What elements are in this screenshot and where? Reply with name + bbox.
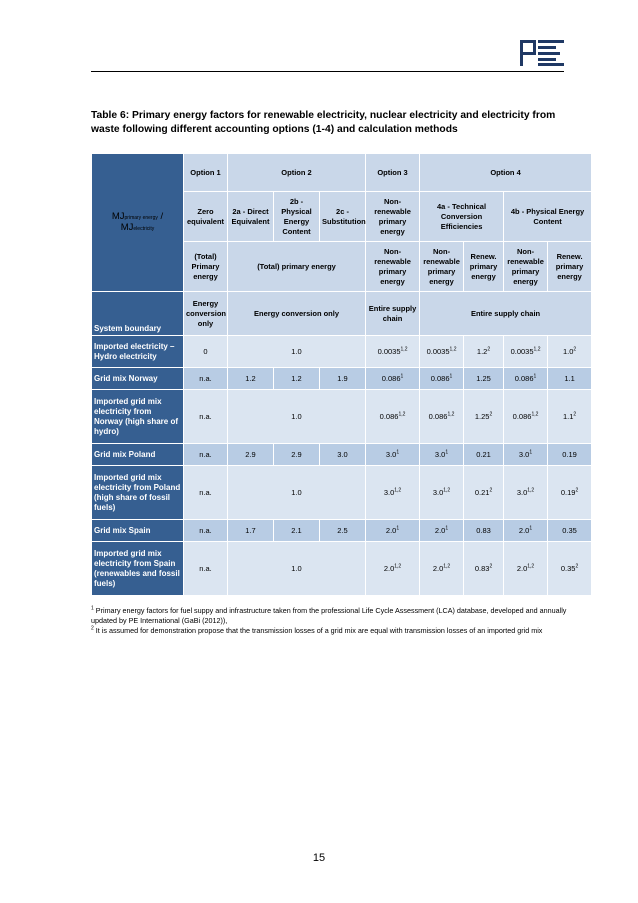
energy-factors-table <box>91 153 592 596</box>
value-cell: 2.0$^{1,2}$ <box>420 542 464 596</box>
value-cell: 0.83$^2$ <box>464 542 504 596</box>
footnote-2: $^2$ It is assumed for demonstration propose that the transmission losses of a grid mix are equal with transmission losses of an imported grid mix <box>91 625 543 635</box>
value-cell: 0.19$^2$ <box>548 466 592 520</box>
value-cell: 0.086$^{1,2}$ <box>504 390 548 444</box>
value-cell: 1.0 <box>228 390 366 444</box>
value-cell: 0.086$^1$ <box>504 368 548 390</box>
value-cell: 0.086$^1$ <box>366 368 420 390</box>
value-cell: 1.25$^2$ <box>464 390 504 444</box>
sys-opt3: Entire supply chain <box>366 292 420 336</box>
value-cell: $3.0^1$ <box>366 444 420 466</box>
value-cell: 1.0 <box>228 336 366 368</box>
value-cell: $1.1^2$ <box>548 390 592 444</box>
primary-ren-4a: Renew. primary energy <box>464 242 504 292</box>
row-label: Imported electricity – Hydro electricity <box>92 336 184 368</box>
method-2c: 2c - Substitution <box>320 192 366 242</box>
value-cell: $1.0^2$ <box>548 336 592 368</box>
header-rule <box>91 71 564 72</box>
value-cell: n.a. <box>184 368 228 390</box>
value-cell: 1.7 <box>228 520 274 542</box>
value-cell: 1.25 <box>464 368 504 390</box>
value-cell: 3.0$^{1,2}$ <box>504 466 548 520</box>
value-cell: 0.19 <box>548 444 592 466</box>
value-cell: 1.0 <box>228 466 366 520</box>
primary-nonren-4b: Non-renewable primary energy <box>504 242 548 292</box>
footnotes <box>91 606 571 636</box>
table-row <box>92 520 592 542</box>
value-cell: 0.83 <box>464 520 504 542</box>
value-cell: 1.9 <box>320 368 366 390</box>
row-label: Grid mix Norway <box>92 368 184 390</box>
value-cell: 0 <box>184 336 228 368</box>
value-cell: 0.086$^{1,2}$ <box>420 390 464 444</box>
method-2b: 2b - Physical Energy Content <box>274 192 320 242</box>
row-label: Imported grid mix electricity from Norway (high share of hydro) <box>92 390 184 444</box>
value-cell: 2.9 <box>228 444 274 466</box>
value-cell: 2.0$^{1,2}$ <box>366 542 420 596</box>
unit-header: MJprimary energy / MJelectricity <box>92 154 184 292</box>
value-cell: 1.2 <box>274 368 320 390</box>
row-label: Imported grid mix electricity from Poland (high share of fossil fuels) <box>92 466 184 520</box>
value-cell: 3.0 <box>320 444 366 466</box>
option4-header: Option 4 <box>420 154 592 192</box>
value-cell: $3.0^1$ <box>504 444 548 466</box>
method-4b: 4b - Physical Energy Content <box>504 192 592 242</box>
method-zero: Zero equivalent <box>184 192 228 242</box>
value-cell: 3.0$^{1,2}$ <box>420 466 464 520</box>
value-cell: n.a. <box>184 520 228 542</box>
value-cell: 0.21$^2$ <box>464 466 504 520</box>
value-cell: 0.0035$^{1,2}$ <box>504 336 548 368</box>
value-cell: 2.0$^{1,2}$ <box>504 542 548 596</box>
method-4a: 4a - Technical Conversion Efficiencies <box>420 192 504 242</box>
value-cell: n.a. <box>184 542 228 596</box>
value-cell: 1.0 <box>228 542 366 596</box>
primary-nonren-4a: Non-renewable primary energy <box>420 242 464 292</box>
method-2a: 2a - Direct Equivalent <box>228 192 274 242</box>
value-cell: 0.21 <box>464 444 504 466</box>
option1-header: Option 1 <box>184 154 228 192</box>
value-cell: 0.0035$^{1,2}$ <box>420 336 464 368</box>
primary-total-opt2: (Total) primary energy <box>228 242 366 292</box>
primary-nonren-opt3: Non-renewable primary energy <box>366 242 420 292</box>
value-cell: $3.0^1$ <box>420 444 464 466</box>
primary-total-opt1: (Total) Primary energy <box>184 242 228 292</box>
method-nonrenewable: Non-renewable primary energy <box>366 192 420 242</box>
primary-ren-4b: Renew. primary energy <box>548 242 592 292</box>
option2-header: Option 2 <box>228 154 366 192</box>
row-label: Grid mix Spain <box>92 520 184 542</box>
value-cell: n.a. <box>184 390 228 444</box>
value-cell: 1.1 <box>548 368 592 390</box>
system-boundary-label: System boundary <box>92 292 184 336</box>
value-cell: $2.0^1$ <box>504 520 548 542</box>
footnote-1: $^1$ Primary energy factors for fuel suppy and infrastructure taken from the professional Life Cycle Assessment (LCA) database, developed and annually updated by PE International (GaBi (2012)), <box>91 605 567 625</box>
table-row <box>92 542 592 596</box>
sys-opt4: Entire supply chain <box>420 292 592 336</box>
value-cell: n.a. <box>184 466 228 520</box>
value-cell: 2.1 <box>274 520 320 542</box>
table-row <box>92 466 592 520</box>
value-cell: 3.0$^{1,2}$ <box>366 466 420 520</box>
value-cell: n.a. <box>184 444 228 466</box>
row-label: Imported grid mix electricity from Spain (renewables and fossil fuels) <box>92 542 184 596</box>
pe-logo <box>520 38 564 68</box>
value-cell: $2.0^1$ <box>420 520 464 542</box>
value-cell: 0.35$^2$ <box>548 542 592 596</box>
value-cell: 2.5 <box>320 520 366 542</box>
value-cell: 0.086$^1$ <box>420 368 464 390</box>
table-row <box>92 336 592 368</box>
table-caption: Table 6: Primary energy factors for renewable electricity, nuclear electricity and electricity from waste following different accounting options (1-4) and calculation methods <box>91 110 556 135</box>
value-cell: 2.9 <box>274 444 320 466</box>
row-label: Grid mix Poland <box>92 444 184 466</box>
value-cell: 0.35 <box>548 520 592 542</box>
value-cell: 0.0035$^{1,2}$ <box>366 336 420 368</box>
value-cell: $2.0^1$ <box>366 520 420 542</box>
sys-opt2: Energy conversion only <box>228 292 366 336</box>
page-number: 15 <box>312 852 326 864</box>
value-cell: 0.086$^{1,2}$ <box>366 390 420 444</box>
table-row <box>92 390 592 444</box>
sys-opt1: Energy conversion only <box>184 292 228 336</box>
table-row <box>92 444 592 466</box>
value-cell: 1.2 <box>228 368 274 390</box>
value-cell: $1.2^2$ <box>464 336 504 368</box>
option3-header: Option 3 <box>366 154 420 192</box>
table-row <box>92 368 592 390</box>
